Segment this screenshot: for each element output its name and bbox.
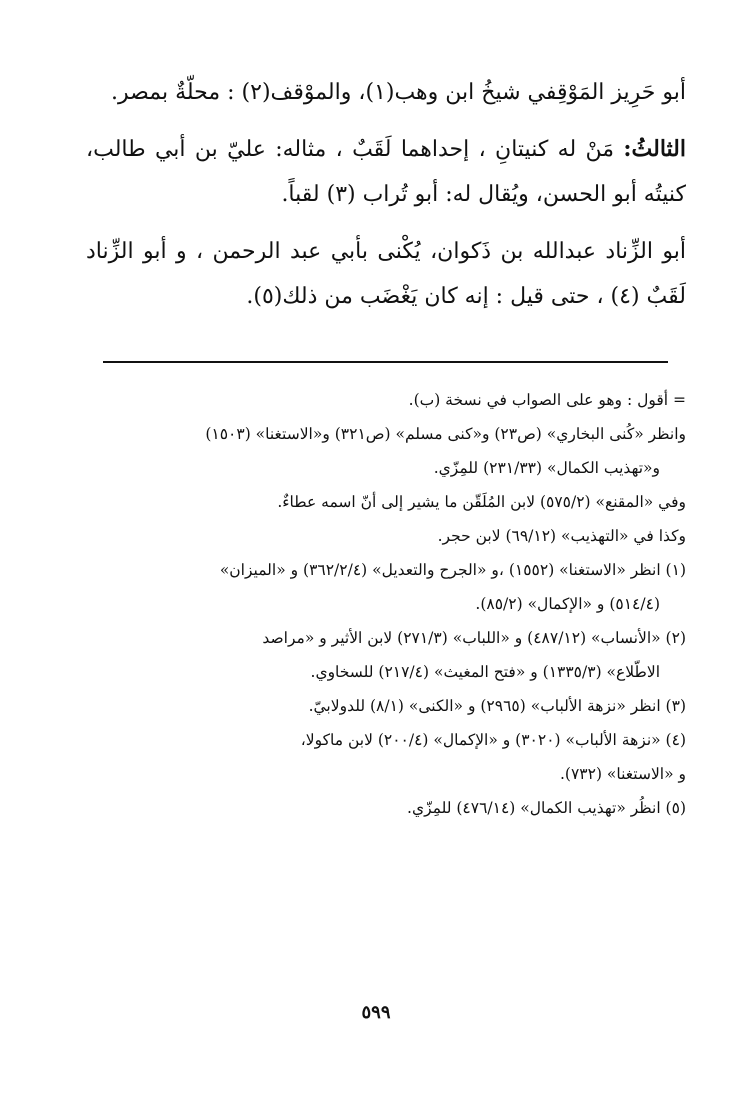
footnote-4-cont: و «الاستغنا» (٧٣٢). (559, 765, 686, 783)
paragraph-abu-zinad: أبو الزِّناد عبدالله بن ذَكوان، يُكْنى بأبي عبد الرحمن ، و أبو الزِّناد لَقَبٌ (٤) ، حتى قيل : إنه كان يَغْضَب من ذلك(٥). (86, 239, 686, 309)
footnote-2: (٢) «الأنساب» (٤٨٧/١٢) و «اللباب» (٢٧١/٣) لابن الأثير و «مراصد (262, 629, 686, 647)
footnotes (96, 383, 686, 825)
footnote-1-cont: (٥١٤/٤) و «الإكمال» (٨٥/٢). (475, 595, 660, 613)
paragraph-third-text: مَنْ له كنيتانِ ، إحداهما لَقَبٌ ، مثاله: عليّ بن أبي طالب، كنيتُه أبو الحسن، ويُقال له: أبو تُراب (٣) لقباً. (86, 137, 686, 207)
footnote-line: وكذا في «التهذيب» (٦٩/١٢) لابن حجر. (437, 527, 686, 545)
footnote-line: وانظر «كُنى البخاري» (ص٢٣) و«كنى مسلم» (ص٣٢١) و«الاستغنا» (١٥٠٣) (205, 425, 686, 443)
footnote-line: و«تهذيب الكمال» (٢٣١/٣٣) للمِزّي. (433, 459, 660, 477)
footnote-separator (103, 361, 668, 363)
footnote-4: (٤) «نزهة الألباب» (٣٠٢٠) و «الإكمال» (٢٠٠/٤) لابن ماكولا، (300, 731, 686, 749)
footnote-3: (٣) انظر «نزهة الألباب» (٢٩٦٥) و «الكنى» (٨/١) للدولابيّ. (308, 697, 686, 715)
footnote-5: (٥) انظُر «تهذيب الكمال» (٤٧٦/١٤) للمِزّي. (407, 799, 686, 817)
footnote-line: وفي «المقنع» (٥٧٥/٢) لابن المُلَقّن ما يشير إلى أنّ اسمه عطاءٌ. (277, 493, 686, 511)
paragraph-third-category (86, 127, 686, 217)
main-text (86, 70, 686, 327)
footnote-continuation: = أقول : وهو على الصواب في نسخة (ب). (408, 391, 686, 409)
paragraph-abu-hariz: أبو حَرِيز المَوْقِفي شيخُ ابن وهب(١)، والموْقف(٢) : محلّةٌ بمصر. (111, 80, 686, 105)
footnote-1: (١) انظر «الاستغنا» (١٥٥٢) ،و «الجرح والتعديل» (٣٦٢/٢/٤) و «الميزان» (219, 561, 686, 579)
page-number: ٥٩٩ (361, 1002, 391, 1023)
section-lead: الثالثُ: (623, 136, 686, 162)
footnote-2-cont: الاطّلاع» (١٣٣٥/٣) و «فتح المغيث» (٢١٧/٤) للسخاوي. (310, 663, 660, 681)
